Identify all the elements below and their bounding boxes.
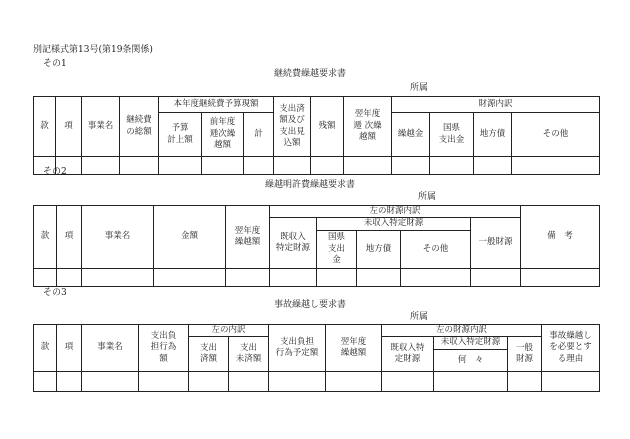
col-current-group: 本年度継続費予算現額 (159, 97, 274, 113)
col-chihousai: 地方債 (474, 113, 512, 157)
col-shishutsu: 支出済 額及び 支出見 込額 (274, 97, 311, 157)
col-sonota: その他 (512, 113, 600, 157)
form1-dept-label: 所属 (410, 83, 429, 93)
col-shishutsu-mi: 支出 未済額 (229, 337, 269, 371)
col-yokunendo: 翌年度 逓 次繰 越額 (344, 97, 392, 157)
col-kokuken: 国県 支出 金 (317, 230, 357, 268)
form-number: 別記様式第13号(第19条関係) (33, 45, 153, 55)
form1-table (33, 96, 600, 175)
col-chihousai: 地方債 (357, 230, 401, 268)
form3-dept-label: 所属 (410, 312, 429, 322)
col-kou: 項 (57, 325, 82, 372)
col-zaigen-group: 左の財源内訳 (382, 325, 542, 337)
col-total: 継続費 の総額 (120, 97, 159, 157)
col-kou: 項 (57, 206, 82, 269)
col-kan: 款 (34, 97, 56, 157)
col-kei: 計 (244, 113, 274, 157)
col-zaigen-group: 財源内訳 (392, 97, 600, 113)
col-shishutsu-zumi: 支出 済額 (189, 337, 229, 371)
section-label-3: その3 (43, 288, 67, 298)
col-mishu-group: 未収入特定財源 (317, 218, 471, 230)
col-yokunendo: 翌年度 繰越額 (226, 206, 270, 269)
form3-title: 事故繰越し要求書 (273, 300, 346, 310)
col-nanira: 何 々 (434, 349, 508, 371)
col-kan: 款 (34, 325, 57, 372)
form3-table (33, 324, 600, 392)
form2-dept-label: 所属 (418, 192, 437, 202)
section-label-1: その1 (43, 59, 67, 69)
col-kingaku: 金額 (154, 206, 226, 269)
table-row (34, 268, 600, 286)
col-kou: 項 (56, 97, 82, 157)
col-jigyou: 事業名 (82, 325, 139, 372)
col-kokuken: 国県 支出金 (430, 113, 474, 157)
col-jigyou: 事業名 (82, 97, 120, 157)
col-ippan: 一般 財源 (508, 337, 542, 371)
col-riyuu: 事故繰越し を必要とす る理由 (542, 325, 600, 372)
col-mishu-group: 未収入特定財源 (434, 337, 508, 349)
col-sonota: その他 (401, 230, 471, 268)
col-futan-yotei: 支出負担 行為予定額 (269, 325, 326, 372)
col-kurikoshi: 繰越金 (392, 113, 430, 157)
col-bikou: 備 考 (521, 206, 600, 269)
section-label-2: その2 (43, 167, 67, 177)
col-zennendo: 前年度 逓次繰 越額 (202, 113, 244, 157)
form2-title: 繰越明許費繰越要求書 (264, 180, 355, 190)
col-breakdown-group: 左の内訳 (189, 325, 269, 337)
table-row (34, 157, 600, 175)
col-jigyou: 事業名 (82, 206, 154, 269)
col-kishu: 既収入特 定財源 (382, 337, 434, 371)
col-zangaku: 残額 (311, 97, 344, 157)
form1-title: 継続費繰越要求書 (273, 69, 346, 79)
table-row (34, 371, 600, 391)
col-yosan: 予算 計上額 (159, 113, 202, 157)
col-futan: 支出負 担行為 額 (139, 325, 189, 372)
col-zaigen-group: 左の財源内訳 (270, 206, 521, 218)
col-yokunendo: 翌年度 繰越額 (326, 325, 382, 372)
col-kan: 款 (34, 206, 57, 269)
form2-table (33, 205, 600, 287)
col-ippan: 一般財源 (471, 218, 521, 268)
col-kishu: 既収入 特定財源 (270, 218, 317, 268)
